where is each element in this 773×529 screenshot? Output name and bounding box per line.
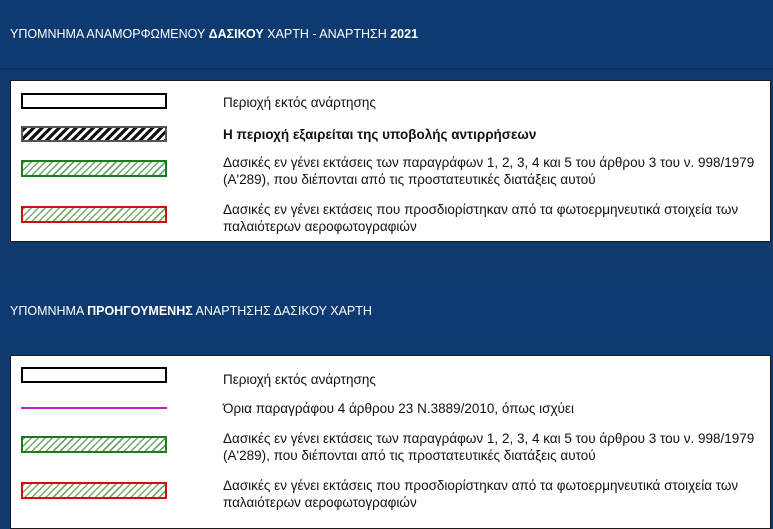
title-part: 2021 — [390, 27, 419, 41]
header-divider — [0, 68, 773, 70]
current-legend-header — [0, 0, 773, 68]
previous-legend-title — [10, 304, 372, 318]
outline-symbol-icon — [21, 367, 167, 383]
legend-item-label: Η περιοχή εξαιρείται της υποβολής αντιρρήσεων — [223, 127, 537, 142]
legend-item-label: Δασικές εν γένει εκτάσεις των παραγράφων 1, 2, 3, 4 και 5 του άρθρου 3 του ν. 998/1979 (Α'289), που διέπονται από τις προστατευτικές διατάξεις αυτού — [223, 155, 755, 187]
panel-gap — [0, 244, 773, 276]
red-hatch-symbol-icon — [21, 206, 167, 223]
legend-item-label: Όρια παραγράφου 4 άρθρου 23 Ν.3889/2010, όπως ισχύει — [223, 401, 574, 416]
legend-item-label: Δασικές εν γένει εκτάσεις που προσδιορίστηκαν από τα φωτοερμηνευτικά στοιχεία των παλαιότερων αεροφωτογραφιών — [223, 202, 739, 234]
current-legend-title — [10, 27, 418, 41]
boundary-line-symbol-icon — [21, 407, 167, 409]
legend-item-label: Περιοχή εκτός ανάρτησης — [223, 95, 376, 110]
legend-item-label: Δασικές εν γένει εκτάσεις των παραγράφων 1, 2, 3, 4 και 5 του άρθρου 3 του ν. 998/1979 (Α'289), που διέπονται από τις προστατευτικές διατάξεις αυτού — [223, 431, 755, 463]
legend-item-label: Δασικές εν γένει εκτάσεις που προσδιορίστηκαν από τα φωτοερμηνευτικά στοιχεία των παλαιότερων αεροφωτογραφιών — [223, 478, 739, 510]
red-hatch-symbol-icon — [21, 482, 167, 499]
title-part: ΧΑΡΤΗ - ΑΝΑΡΤΗΣΗ — [263, 27, 391, 41]
green-hatch-symbol-icon — [21, 436, 167, 453]
title-part: ΥΠΟΜΝΗΜΑ ΑΝΑΜΟΡΦΩΜΕΝΟΥ — [10, 27, 209, 41]
previous-legend-box — [10, 355, 771, 529]
outline-symbol-icon — [21, 93, 167, 109]
title-part: ΥΠΟΜΝΗΜΑ — [10, 304, 88, 318]
title-part: ΔΑΣΙΚΟΥ — [208, 27, 264, 41]
title-part: ΑΝΑΡΤΗΣΗΣ ΔΑΣΙΚΟΥ ΧΑΡΤΗ — [192, 304, 372, 318]
black-hatch-symbol-icon — [21, 126, 167, 142]
legend-item-label: Περιοχή εκτός ανάρτησης — [223, 372, 376, 387]
green-hatch-symbol-icon — [21, 160, 167, 177]
title-part: ΠΡΟΗΓΟΥΜΕΝΗΣ — [87, 304, 193, 318]
previous-legend-header — [0, 276, 773, 346]
current-legend-box — [10, 80, 771, 242]
